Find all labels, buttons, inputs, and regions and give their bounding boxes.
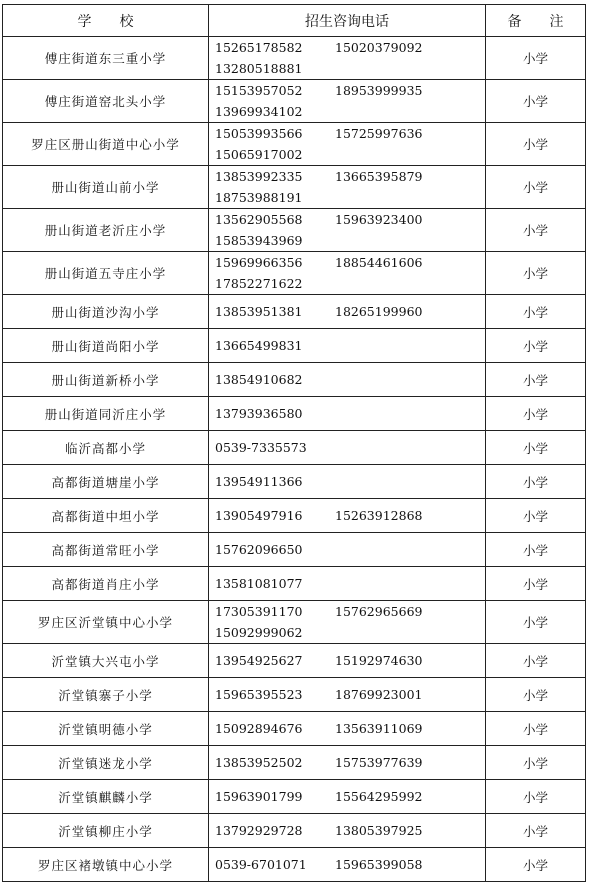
table-header-row	[3, 5, 586, 37]
phone-number: 15065917002	[215, 147, 303, 162]
phone-cell	[209, 363, 486, 397]
phone-number: 13954925627	[215, 653, 303, 668]
note-cell: 小学	[486, 252, 586, 295]
phone-number: 18953999935	[335, 83, 423, 98]
school-name: 册山街道老沂庄小学	[3, 209, 209, 252]
table-row	[3, 780, 586, 814]
phone-cell	[209, 465, 486, 499]
note-cell: 小学	[486, 209, 586, 252]
phone-number: 13665499831	[215, 338, 303, 353]
phone-number: 15965395523	[215, 687, 303, 702]
note-cell: 小学	[486, 363, 586, 397]
phone-number: 15092894676	[215, 721, 303, 736]
table-row	[3, 848, 586, 882]
school-name: 册山街道五寺庄小学	[3, 252, 209, 295]
table-body	[3, 37, 586, 882]
header-school: 学 校	[3, 5, 209, 37]
phone-number: 13905497916	[215, 508, 303, 523]
phone-cell	[209, 431, 486, 465]
table-row	[3, 567, 586, 601]
note-cell: 小学	[486, 465, 586, 499]
phone-cell	[209, 499, 486, 533]
phone-cell	[209, 329, 486, 363]
phone-number: 15263912868	[335, 508, 423, 523]
phone-number: 15853943969	[215, 233, 303, 248]
phone-number: 15092999062	[215, 625, 303, 640]
school-name: 傅庄街道窑北头小学	[3, 80, 209, 123]
header-phone: 招生咨询电话	[209, 5, 486, 37]
table-row	[3, 166, 586, 209]
school-name: 沂堂镇柳庄小学	[3, 814, 209, 848]
phone-cell	[209, 644, 486, 678]
note-cell: 小学	[486, 431, 586, 465]
phone-cell	[209, 712, 486, 746]
school-name: 册山街道新桥小学	[3, 363, 209, 397]
note-cell: 小学	[486, 499, 586, 533]
phone-number: 13854910682	[215, 372, 303, 387]
phone-number: 0539-6701071	[215, 857, 307, 872]
note-cell: 小学	[486, 166, 586, 209]
table-row	[3, 397, 586, 431]
note-cell: 小学	[486, 746, 586, 780]
note-cell: 小学	[486, 644, 586, 678]
table-row	[3, 209, 586, 252]
school-name: 高都街道常旺小学	[3, 533, 209, 567]
phone-number: 15153957052	[215, 83, 303, 98]
table-row	[3, 295, 586, 329]
note-cell: 小学	[486, 397, 586, 431]
phone-number: 13853951381	[215, 304, 303, 319]
school-name: 沂堂镇麒麟小学	[3, 780, 209, 814]
admission-phone-table	[2, 4, 586, 882]
phone-number: 15965399058	[335, 857, 423, 872]
note-cell: 小学	[486, 601, 586, 644]
table-row	[3, 329, 586, 363]
phone-number: 13954911366	[215, 474, 303, 489]
table-row	[3, 601, 586, 644]
phone-number: 13793936580	[215, 406, 303, 421]
phone-number: 17305391170	[215, 604, 303, 619]
table-row	[3, 644, 586, 678]
phone-cell	[209, 80, 486, 123]
phone-cell	[209, 780, 486, 814]
school-name: 高都街道肖庄小学	[3, 567, 209, 601]
phone-number: 13805397925	[335, 823, 423, 838]
school-name: 册山街道同沂庄小学	[3, 397, 209, 431]
phone-cell	[209, 37, 486, 80]
phone-number: 13562905568	[215, 212, 303, 227]
table-row	[3, 363, 586, 397]
phone-cell	[209, 678, 486, 712]
school-name: 傅庄街道东三重小学	[3, 37, 209, 80]
phone-number: 15753977639	[335, 755, 423, 770]
note-cell: 小学	[486, 80, 586, 123]
note-cell: 小学	[486, 567, 586, 601]
phone-number: 15963923400	[335, 212, 423, 227]
table-row	[3, 37, 586, 80]
school-name: 沂堂镇寨子小学	[3, 678, 209, 712]
phone-cell	[209, 123, 486, 166]
note-cell: 小学	[486, 814, 586, 848]
phone-number: 15725997636	[335, 126, 423, 141]
phone-cell	[209, 814, 486, 848]
phone-number: 15564295992	[335, 789, 423, 804]
phone-cell	[209, 295, 486, 329]
note-cell: 小学	[486, 848, 586, 882]
table-row	[3, 123, 586, 166]
phone-number: 18854461606	[335, 255, 423, 270]
table-row	[3, 814, 586, 848]
phone-number: 13665395879	[335, 169, 423, 184]
phone-number: 15762096650	[215, 542, 303, 557]
note-cell: 小学	[486, 712, 586, 746]
school-name: 册山街道沙沟小学	[3, 295, 209, 329]
phone-number: 13969934102	[215, 104, 303, 119]
school-name: 高都街道中坦小学	[3, 499, 209, 533]
phone-number: 15969966356	[215, 255, 303, 270]
school-name: 罗庄区沂堂镇中心小学	[3, 601, 209, 644]
phone-cell	[209, 533, 486, 567]
phone-cell	[209, 848, 486, 882]
table-row	[3, 746, 586, 780]
phone-number: 15192974630	[335, 653, 423, 668]
phone-number: 17852271622	[215, 276, 303, 291]
note-cell: 小学	[486, 533, 586, 567]
table-row	[3, 431, 586, 465]
school-name: 沂堂镇迷龙小学	[3, 746, 209, 780]
phone-cell	[209, 567, 486, 601]
phone-number: 13792929728	[215, 823, 303, 838]
note-cell: 小学	[486, 780, 586, 814]
school-name: 沂堂镇明德小学	[3, 712, 209, 746]
school-name: 册山街道山前小学	[3, 166, 209, 209]
phone-number: 18769923001	[335, 687, 423, 702]
phone-cell	[209, 601, 486, 644]
phone-number: 13853992335	[215, 169, 303, 184]
phone-number: 13853952502	[215, 755, 303, 770]
table-row	[3, 712, 586, 746]
table-row	[3, 499, 586, 533]
table-row	[3, 533, 586, 567]
phone-cell	[209, 397, 486, 431]
school-name: 沂堂镇大兴屯小学	[3, 644, 209, 678]
phone-cell	[209, 746, 486, 780]
phone-number: 18753988191	[215, 190, 303, 205]
note-cell: 小学	[486, 329, 586, 363]
table-row	[3, 465, 586, 499]
header-note: 备 注	[486, 5, 586, 37]
phone-number: 13280518881	[215, 61, 303, 76]
note-cell: 小学	[486, 295, 586, 329]
phone-cell	[209, 209, 486, 252]
school-name: 罗庄区册山街道中心小学	[3, 123, 209, 166]
note-cell: 小学	[486, 678, 586, 712]
table-row	[3, 252, 586, 295]
phone-cell	[209, 166, 486, 209]
phone-number: 15265178582	[215, 40, 303, 55]
school-name: 高都街道塘崖小学	[3, 465, 209, 499]
phone-number: 15963901799	[215, 789, 303, 804]
phone-number: 15020379092	[335, 40, 423, 55]
phone-number: 0539-7335573	[215, 440, 307, 455]
phone-number: 13563911069	[335, 721, 423, 736]
table-row	[3, 80, 586, 123]
school-name: 临沂高都小学	[3, 431, 209, 465]
table-row	[3, 678, 586, 712]
phone-cell	[209, 252, 486, 295]
phone-number: 13581081077	[215, 576, 303, 591]
phone-number: 15053993566	[215, 126, 303, 141]
school-name: 罗庄区褚墩镇中心小学	[3, 848, 209, 882]
phone-number: 15762965669	[335, 604, 423, 619]
school-name: 册山街道尚阳小学	[3, 329, 209, 363]
note-cell: 小学	[486, 37, 586, 80]
phone-number: 18265199960	[335, 304, 423, 319]
note-cell: 小学	[486, 123, 586, 166]
